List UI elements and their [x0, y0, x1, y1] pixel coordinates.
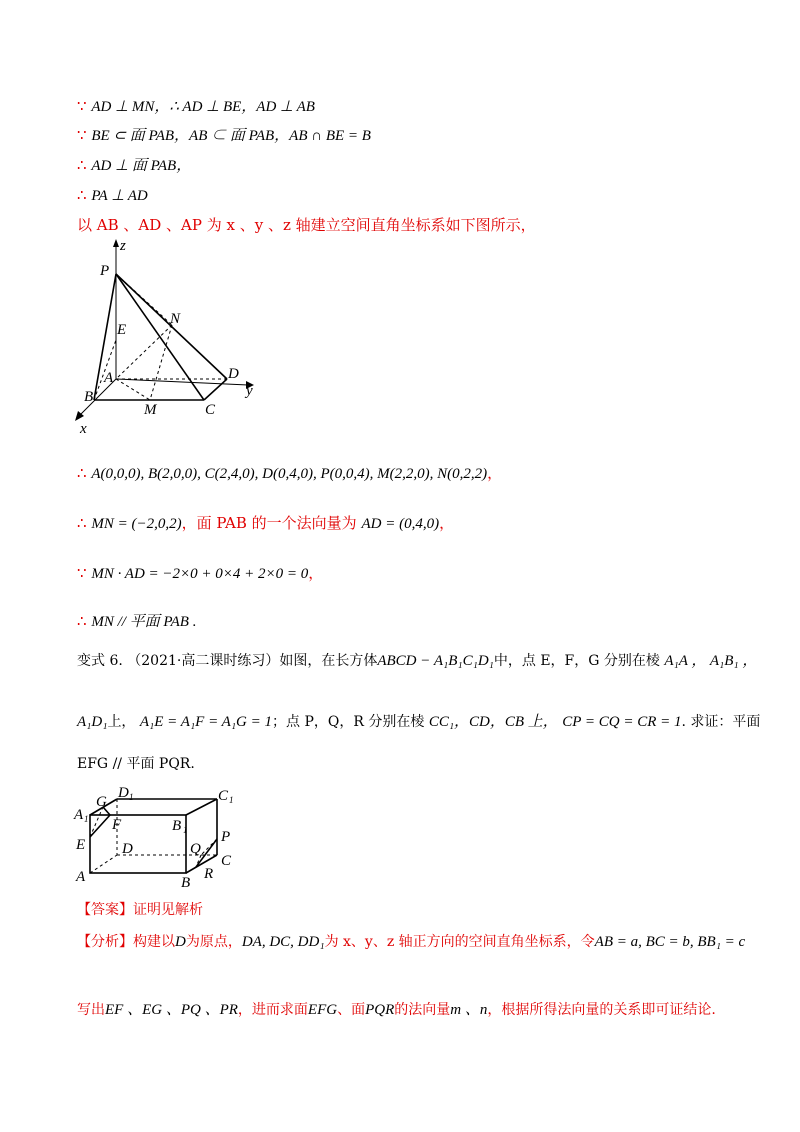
- proof-line-2: [77, 124, 371, 147]
- figure-cuboid: [70, 785, 250, 895]
- fig2-label-B: B: [181, 875, 191, 891]
- therefore-symbol: ∴: [77, 186, 87, 204]
- coords-math: A(0,0,0), B(2,0,0), C(2,4,0), D(0,4,0), P(0,0,4), M(2,2,0), N(0,2,2): [91, 466, 488, 482]
- proof-math-1: AD ⊥ MN，∴ AD ⊥ BE，AD ⊥ AB: [91, 99, 315, 115]
- fig2-label-E: E: [76, 837, 86, 853]
- fig2-label-P: P: [221, 829, 231, 845]
- fig1-label-B: B: [84, 389, 94, 405]
- therefore-symbol: ∴: [77, 464, 87, 482]
- fig1-label-A: A: [104, 370, 114, 386]
- fig1-label-N: N: [170, 311, 181, 327]
- svg-text:1: 1: [183, 825, 188, 835]
- analysis-line-1: 【分析】构建以D为原点，DA, DC, DD₁为 x、y、z 轴正方向的空间直角坐标系，令AB = a, BC = b, BB₁ = c: [77, 934, 746, 950]
- analysis-tag: 【分析】: [77, 934, 133, 950]
- proof-line-4: [77, 184, 148, 207]
- because-symbol: ∵: [77, 97, 87, 115]
- coords-line: ∴ A(0,0,0), B(2,0,0), C(2,4,0), D(0,4,0), P(0,0,4), M(2,2,0), N(0,2,2)，: [77, 464, 503, 482]
- fig2-label-Q: Q: [190, 841, 201, 857]
- axis-sentence: 以 AB 、AD 、AP 为 x 、y 、z 轴建立空间直角坐标系如下图所示，: [77, 216, 536, 234]
- fig2-label-D1: D: [118, 785, 129, 801]
- ad-vector: AD = (0,4,0): [361, 516, 440, 532]
- because-symbol: ∵: [77, 564, 87, 582]
- vector-line: ∴ MN = (−2,0,2)，面 PAB 的一个法向量为 AD = (0,4,0)，: [77, 514, 455, 532]
- answer-line: [77, 899, 203, 921]
- therefore-symbol: ∴: [77, 612, 87, 630]
- proof-math-3: AD ⊥ 面 PAB，: [91, 158, 192, 174]
- fig2-label-B1: B: [172, 818, 182, 834]
- answer-tag: 【答案】: [77, 902, 133, 918]
- analysis-line-2: 写出EF 、EG 、PQ 、PR，进而求面EFG、面PQR的法向量m 、n，根据所得法向量的关系即可证结论.: [77, 1002, 716, 1018]
- fig1-label-x: x: [80, 421, 87, 435]
- proof-line-3: [77, 154, 191, 177]
- fig1-label-C: C: [205, 402, 216, 418]
- svg-text:1: 1: [84, 814, 89, 824]
- fig1-label-D: D: [228, 366, 239, 382]
- variant-line-1: 变式 6. （2021·高二课时练习）如图，在长方体ABCD − A₁B₁C₁D₁中，点 E，F，G 分别在棱 A₁A ， A₁B₁ ，: [77, 653, 758, 669]
- fig2-label-R: R: [204, 866, 214, 882]
- because-symbol: ∵: [77, 126, 87, 144]
- fig1-label-E: E: [117, 322, 127, 338]
- variant-line-3: EFG // 平面 PQR.: [77, 756, 195, 772]
- therefore-symbol: ∴: [77, 514, 87, 532]
- fig1-label-M: M: [144, 402, 157, 418]
- svg-text:1: 1: [229, 795, 234, 805]
- fig2-label-G: G: [96, 794, 107, 810]
- dot-product-line: ∵ MN · AD = −2×0 + 0×4 + 2×0 = 0，: [77, 564, 324, 582]
- fig2-label-A1: A: [74, 807, 84, 823]
- variant-line-2: A₁D₁上， A₁E = A₁F = A₁G = 1；点 P，Q，R 分别在棱 CC₁，CD，CB 上， CP = CQ = CR = 1. 求证：平面: [77, 714, 761, 730]
- mn-vector: MN = (−2,0,2): [91, 516, 182, 532]
- fig2-label-C: C: [221, 853, 232, 869]
- fig2-label-F: F: [112, 817, 122, 833]
- therefore-symbol: ∴: [77, 156, 87, 174]
- fig2-label-A: A: [76, 869, 86, 885]
- fig2-label-C1: C: [218, 788, 229, 804]
- fig1-label-z: z: [120, 238, 126, 254]
- conclusion-line: [77, 610, 196, 633]
- proof-math-2: BE ⊂ 面 PAB，AB ⊂ 面 PAB，AB ∩ BE = B: [91, 128, 371, 144]
- answer-text: 证明见解析: [133, 902, 203, 918]
- fig1-label-y: y: [246, 383, 253, 399]
- proof-math-4: PA ⊥ AD: [91, 188, 148, 204]
- fig2-label-D: D: [122, 841, 133, 857]
- dot-product-math: MN · AD = −2×0 + 0×4 + 2×0 = 0: [91, 566, 309, 582]
- conclusion-math: MN // 平面 PAB .: [91, 614, 197, 630]
- proof-line-1: [77, 95, 315, 118]
- fig1-label-P: P: [100, 263, 110, 279]
- figure-pyramid: [70, 235, 270, 435]
- svg-text:1: 1: [129, 792, 134, 802]
